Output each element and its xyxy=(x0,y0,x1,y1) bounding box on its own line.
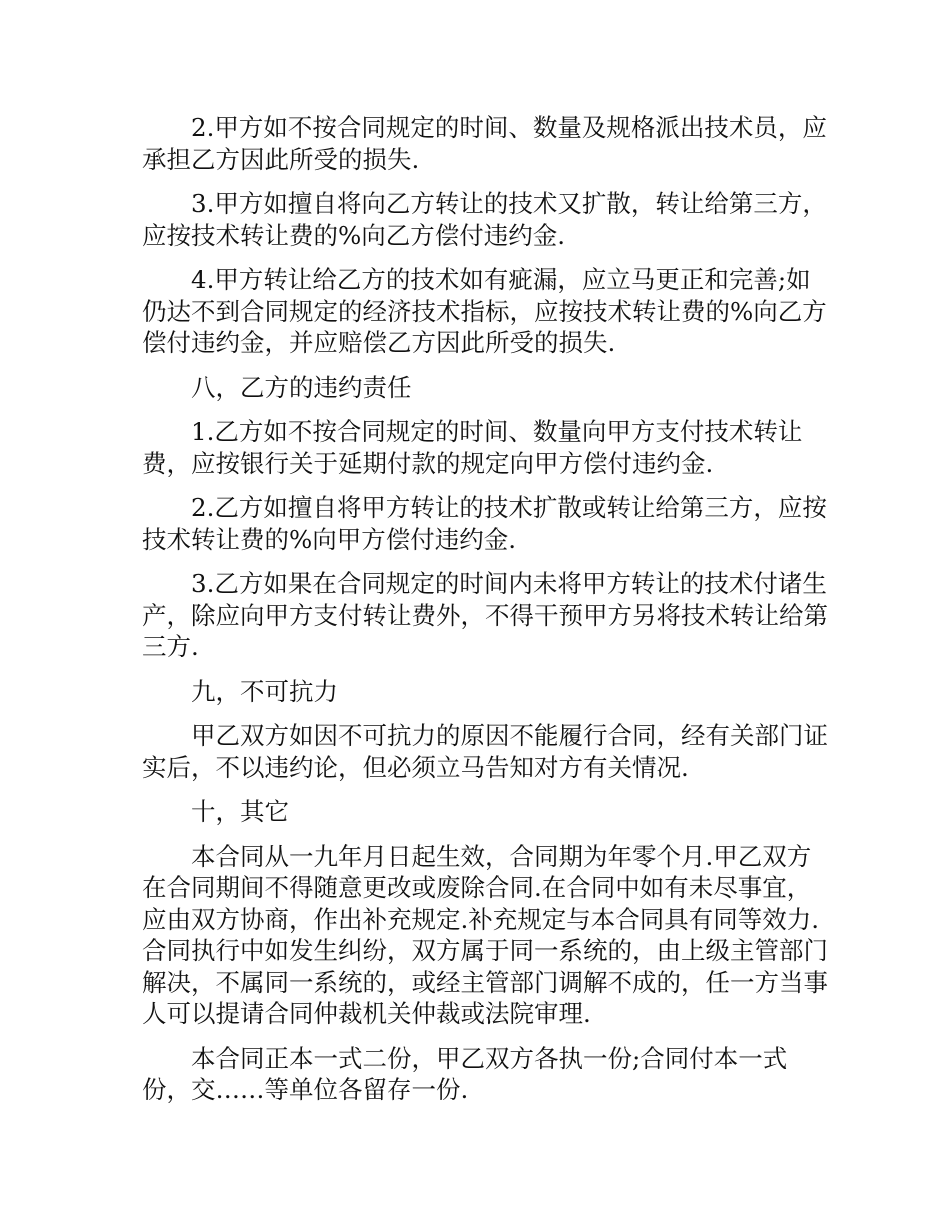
clause-7-4: 4.甲方转让给乙方的技术如有疵漏，应立马更正和完善;如仍达不到合同规定的经济技术指标，应按技术转让费的%向乙方偿付违约金，并应赔偿乙方因此所受的损失. xyxy=(142,265,827,357)
copies-text: 本合同正本一式二份，甲乙双方各执一份;合同付本一式份，交……等单位各留存一份. xyxy=(142,1043,788,1104)
section-heading-8: 八，乙方的违约责任 xyxy=(191,372,412,402)
clause-8-3: 3.乙方如果在合同规定的时间内未将甲方转让的技术付诸生产，除应向甲方支付转让费外，不得干预甲方另将技术转让给第三方. xyxy=(142,569,828,661)
section-heading-10: 十，其它 xyxy=(191,797,289,826)
clause-8-2: 2.乙方如擅自将甲方转让的技术扩散或转让给第三方，应按技术转让费的%向甲方偿付违约金. xyxy=(142,493,827,554)
clause-7-3: 3.甲方如擅自将向乙方转让的技术又扩散，转让给第三方，应按技术转让费的%向乙方偿付违约金. xyxy=(142,189,827,250)
other-terms-text: 本合同从一九年月日起生效，合同期为年零个月.甲乙双方在合同期间不得随意更改或废除合同.在合同中如有未尽事宜，应由双方协商，作出补充规定.补充规定与本合同具有同等效力.合同执行中如发生纠纷，双方属于同一系统的，由上级主管部门解决，不属同一系统的，或经主管部门调解不成的，任一方当事人可以提请合同仲裁机关仲裁或法院审理. xyxy=(142,841,828,1028)
force-majeure-text: 甲乙双方如因不可抗力的原因不能履行合同，经有关部门证实后，不以违约论，但必须立马告知对方有关情况. xyxy=(142,721,828,782)
clause-7-2: 2.甲方如不按合同规定的时间、数量及规格派出技术员，应承担乙方因此所受的损失. xyxy=(142,113,827,174)
document-body xyxy=(142,112,832,1119)
section-heading-9: 九，不可抗力 xyxy=(191,676,338,706)
clause-8-1: 1.乙方如不按合同规定的时间、数量向甲方支付技术转让费，应按银行关于延期付款的规定向甲方偿付违约金. xyxy=(142,417,803,478)
